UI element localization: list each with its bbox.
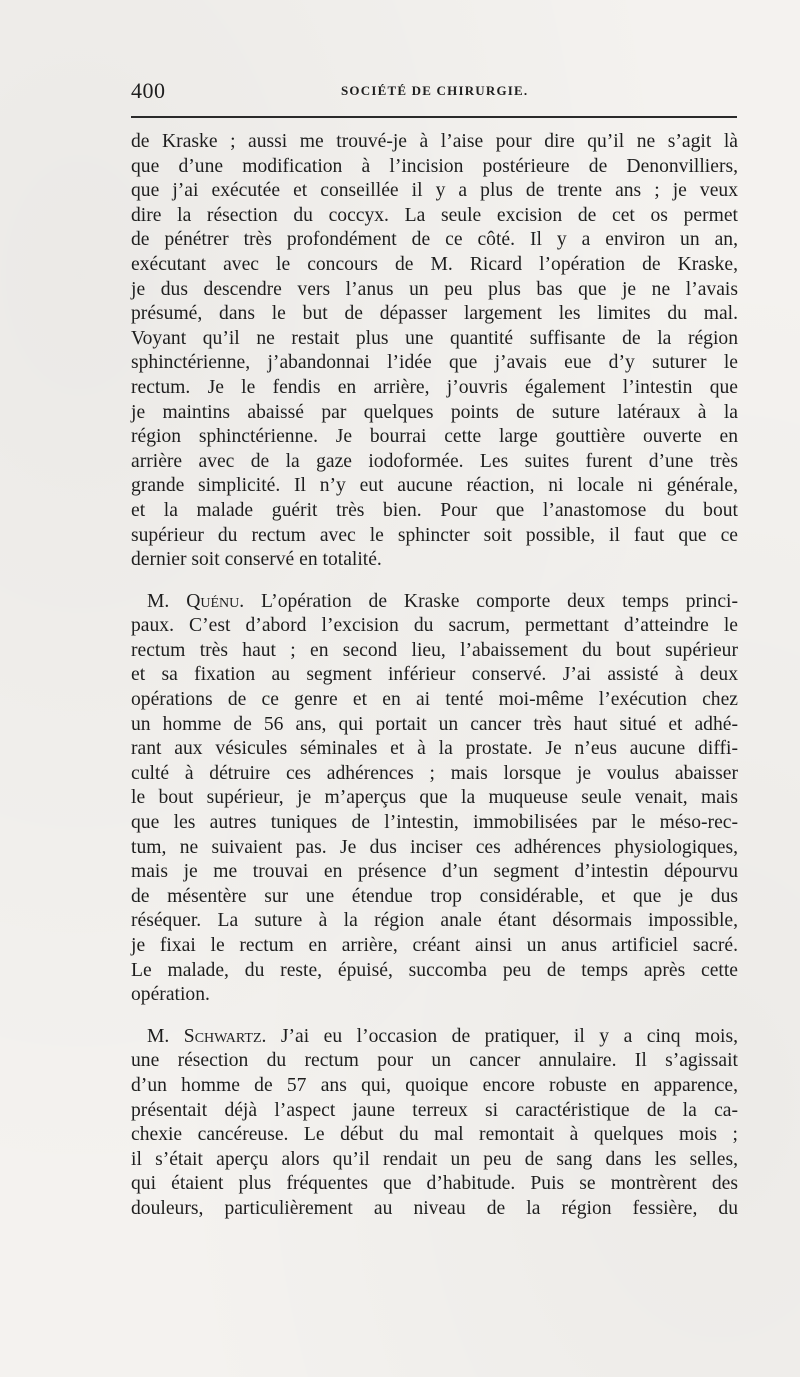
text-line: Le malade, du reste, épuisé, succomba peu de temps après cette (131, 959, 738, 981)
text-line: de Kraske ; aussi me trouvé-je à l’aise pour dire qu’il ne s’agit là (131, 131, 738, 152)
text-line: Voyant qu’il ne restait plus une quantité suffisante de la région (131, 327, 738, 349)
text-line: supérieur du rectum avec le sphincter soit possible, il faut que ce (131, 524, 738, 546)
page-number: 400 (131, 78, 166, 103)
text-line: présumé, dans le but de dépasser largement les limites du mal. (131, 303, 738, 325)
paragraph-quenu (131, 590, 738, 1008)
text-line: dire la résection du coccyx. La seule excision de cet os permet (131, 204, 738, 226)
text-line: présentait déjà l’aspect jaune terreux si caractéristique de la ca- (131, 1099, 738, 1121)
text-line: qui étaient plus fréquentes que d’habitude. Puis se montrèrent des (131, 1173, 738, 1195)
text-line: arrière avec de la gaze iodoformée. Les suites furent d’une très (131, 450, 738, 472)
text-line: douleurs, particulièrement au niveau de la région fessière, du (131, 1197, 738, 1219)
text-line: opérations de ce genre et en ai tenté moi-même l’exécution chez (131, 689, 738, 711)
text-line: rectum. Je le fendis en arrière, j’ouvris également l’intestin que (131, 376, 738, 398)
text-line: réséquer. La suture à la région anale étant désormais impossible, (131, 910, 738, 932)
text-line: paux. C’est d’abord l’excision du sacrum, permettant d’atteindre le (131, 615, 738, 637)
text-line-rest: J’ai eu l’occasion de pratiquer, il y a cinq mois, (266, 1025, 738, 1047)
text-line: chexie cancéreuse. Le début du mal remontait à quelques mois ; (131, 1124, 738, 1146)
header-rule (131, 116, 737, 118)
text-line: que j’ai exécutée et conseillée il y a plus de trente ans ; je veux (131, 180, 738, 202)
text-line: et sa fixation au segment inférieur conservé. J’ai assisté à deux (131, 664, 738, 686)
text-line: exécutant avec le concours de M. Ricard l’opération de Kraske, (131, 253, 738, 275)
body-text (131, 130, 738, 1222)
text-line: de pénétrer très profondément de ce côté. Il y a environ un an, (131, 229, 738, 251)
text-line: de mésentère sur une étendue trop considérable, et que je dus (131, 885, 738, 907)
text-line: je maintins abaissé par quelques points de suture latéraux à la (131, 401, 738, 423)
paragraph-schwartz (131, 1025, 738, 1222)
text-line (131, 590, 738, 615)
text-line: que les autres tuniques de l’intestin, immobilisées par le méso-rec- (131, 812, 738, 834)
paragraph-continuation (131, 130, 738, 573)
text-line: grande simplicité. Il n’y eut aucune réaction, ni locale ni générale, (131, 475, 738, 497)
text-line: tum, ne suivaient pas. Je dus inciser ces adhérences physiologiques, (131, 836, 738, 858)
speaker-name: M. Quénu. (147, 590, 245, 612)
text-line: mais je me trouvai en présence d’un segment d’intestin dépourvu (131, 861, 738, 883)
running-title: SOCIÉTÉ DE CHIRURGIE. (341, 83, 529, 98)
text-line: culté à détruire ces adhérences ; mais lorsque je voulus abaisser (131, 762, 738, 784)
speaker-name: M. Schwartz. (147, 1025, 267, 1047)
text-line: que d’une modification à l’incision postérieure de Denonvilliers, (131, 155, 738, 177)
text-line: et la malade guérit très bien. Pour que l’anastomose du bout (131, 499, 738, 521)
text-line: le bout supérieur, je m’aperçus que la muqueuse seule venait, mais (131, 787, 738, 809)
text-line-rest: L’opération de Kraske comporte deux temps princi- (244, 590, 738, 612)
text-line: il s’était aperçu alors qu’il rendait un peu de sang dans les selles, (131, 1148, 738, 1170)
text-line: dernier soit conservé en totalité. (131, 549, 382, 571)
text-line: rant aux vésicules séminales et à la prostate. Je n’eus aucune diffi- (131, 738, 738, 760)
text-line: rectum très haut ; en second lieu, l’abaissement du bout supérieur (131, 639, 738, 661)
text-line: région sphinctérienne. Je bourrai cette large gouttière ouverte en (131, 426, 738, 448)
text-line: une résection du rectum pour un cancer annulaire. Il s’agissait (131, 1050, 738, 1072)
text-line: sphinctérienne, j’abandonnai l’idée que j’avais eue d’y suturer le (131, 352, 738, 374)
text-line: d’un homme de 57 ans qui, quoique encore robuste en apparence, (131, 1074, 738, 1096)
text-line: opération. (131, 984, 210, 1006)
text-line (131, 1025, 738, 1050)
text-line: un homme de 56 ans, qui portait un cancer très haut situé et adhé- (131, 713, 738, 735)
text-line: je fixai le rectum en arrière, créant ainsi un anus artificiel sacré. (131, 935, 738, 956)
text-line: je dus descendre vers l’anus un peu plus bas que je ne l’avais (131, 278, 738, 300)
page-header (131, 78, 737, 108)
